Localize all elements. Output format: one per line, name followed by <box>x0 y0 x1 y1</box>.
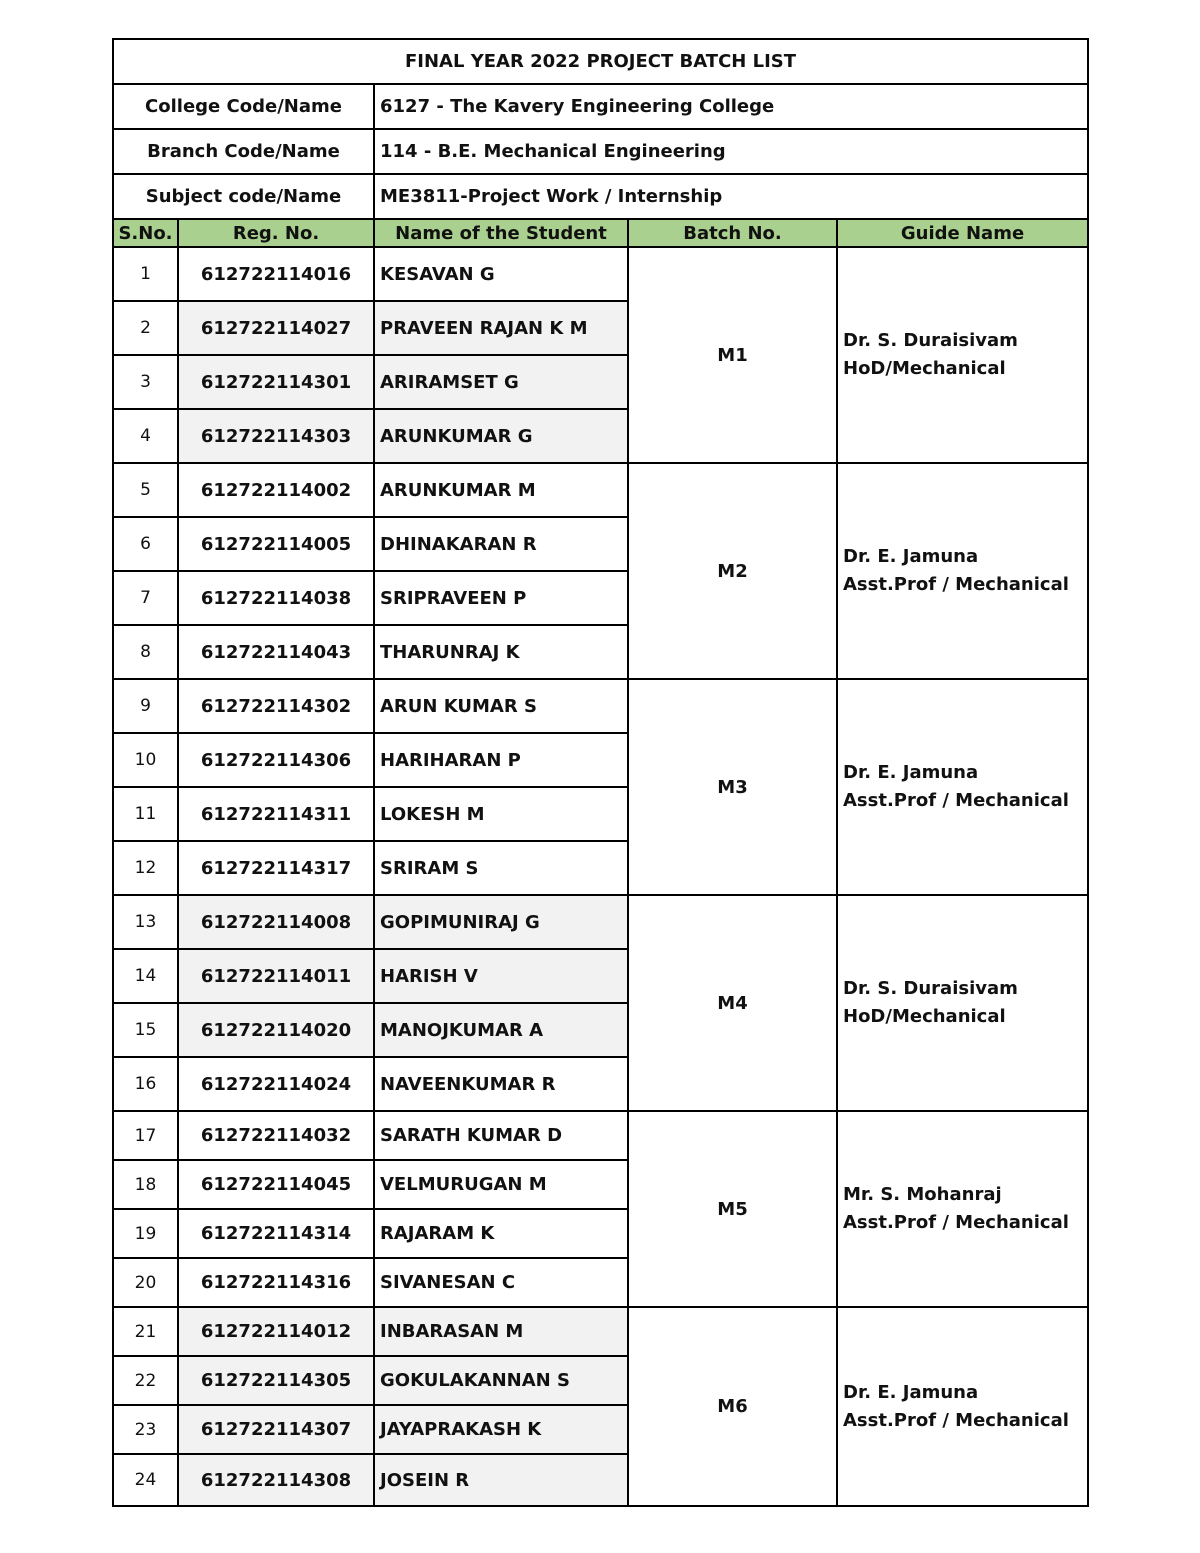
serial-number-cell: 11 <box>113 787 178 841</box>
meta-label: Subject code/Name <box>113 174 374 219</box>
reg-number-cell: 612722114032 <box>178 1111 374 1160</box>
reg-number-cell: 612722114314 <box>178 1209 374 1258</box>
table-row <box>113 679 1088 733</box>
column-header-guide: Guide Name <box>837 219 1088 247</box>
guide-role: HoD/Mechanical <box>843 1006 1006 1027</box>
title-row <box>113 39 1088 84</box>
student-name-cell: DHINAKARAN R <box>374 517 628 571</box>
serial-number-cell: 14 <box>113 949 178 1003</box>
student-name-cell: JAYAPRAKASH K <box>374 1405 628 1454</box>
serial-number-cell: 23 <box>113 1405 178 1454</box>
meta-row-branch <box>113 129 1088 174</box>
guide-role: Asst.Prof / Mechanical <box>843 790 1069 811</box>
batch-number-cell: M4 <box>628 895 837 1111</box>
student-name-cell: INBARASAN M <box>374 1307 628 1356</box>
reg-number-cell: 612722114005 <box>178 517 374 571</box>
student-name-cell: SRIPRAVEEN P <box>374 571 628 625</box>
guide-role: Asst.Prof / Mechanical <box>843 1212 1069 1233</box>
meta-label: College Code/Name <box>113 84 374 129</box>
reg-number-cell: 612722114301 <box>178 355 374 409</box>
guide-name: Mr. S. Mohanraj <box>843 1184 1002 1205</box>
reg-number-cell: 612722114306 <box>178 733 374 787</box>
student-name-cell: SRIRAM S <box>374 841 628 895</box>
meta-row-college <box>113 84 1088 129</box>
guide-name: Dr. S. Duraisivam <box>843 330 1018 351</box>
serial-number-cell: 20 <box>113 1258 178 1307</box>
reg-number-cell: 612722114303 <box>178 409 374 463</box>
column-header-batch: Batch No. <box>628 219 837 247</box>
guide-role: Asst.Prof / Mechanical <box>843 574 1069 595</box>
student-name-cell: PRAVEEN RAJAN K M <box>374 301 628 355</box>
serial-number-cell: 8 <box>113 625 178 679</box>
guide-cell <box>837 679 1088 895</box>
guide-cell <box>837 1111 1088 1307</box>
student-name-cell: RAJARAM K <box>374 1209 628 1258</box>
reg-number-cell: 612722114024 <box>178 1057 374 1111</box>
meta-row-subject <box>113 174 1088 219</box>
student-name-cell: SIVANESAN C <box>374 1258 628 1307</box>
serial-number-cell: 15 <box>113 1003 178 1057</box>
student-name-cell: LOKESH M <box>374 787 628 841</box>
serial-number-cell: 16 <box>113 1057 178 1111</box>
meta-value: 6127 - The Kavery Engineering College <box>374 84 1088 129</box>
guide-name: Dr. E. Jamuna <box>843 546 979 567</box>
batch-number-cell: M6 <box>628 1307 837 1506</box>
serial-number-cell: 13 <box>113 895 178 949</box>
meta-label: Branch Code/Name <box>113 129 374 174</box>
reg-number-cell: 612722114020 <box>178 1003 374 1057</box>
student-name-cell: ARUN KUMAR S <box>374 679 628 733</box>
serial-number-cell: 18 <box>113 1160 178 1209</box>
student-name-cell: MANOJKUMAR A <box>374 1003 628 1057</box>
student-name-cell: VELMURUGAN M <box>374 1160 628 1209</box>
guide-cell <box>837 895 1088 1111</box>
student-name-cell: HARIHARAN P <box>374 733 628 787</box>
table-row <box>113 463 1088 517</box>
guide-name: Dr. E. Jamuna <box>843 762 979 783</box>
reg-number-cell: 612722114012 <box>178 1307 374 1356</box>
student-name-cell: GOPIMUNIRAJ G <box>374 895 628 949</box>
student-name-cell: NAVEENKUMAR R <box>374 1057 628 1111</box>
serial-number-cell: 1 <box>113 247 178 301</box>
serial-number-cell: 9 <box>113 679 178 733</box>
guide-name: Dr. E. Jamuna <box>843 1381 979 1403</box>
serial-number-cell: 6 <box>113 517 178 571</box>
reg-number-cell: 612722114302 <box>178 679 374 733</box>
student-name-cell: ARUNKUMAR G <box>374 409 628 463</box>
guide-cell <box>837 247 1088 463</box>
student-name-cell: SARATH KUMAR D <box>374 1111 628 1160</box>
guide-name: Dr. S. Duraisivam <box>843 978 1018 999</box>
serial-number-cell: 4 <box>113 409 178 463</box>
serial-number-cell: 12 <box>113 841 178 895</box>
reg-number-cell: 612722114008 <box>178 895 374 949</box>
batch-number-cell: M2 <box>628 463 837 679</box>
table-row <box>113 895 1088 949</box>
page-title: FINAL YEAR 2022 PROJECT BATCH LIST <box>113 39 1088 84</box>
column-header-row <box>113 219 1088 247</box>
student-name-cell: THARUNRAJ K <box>374 625 628 679</box>
reg-number-cell: 612722114317 <box>178 841 374 895</box>
guide-cell <box>837 1307 1088 1506</box>
serial-number-cell: 17 <box>113 1111 178 1160</box>
guide-role: Asst.Prof / Mechanical <box>843 1409 1069 1431</box>
student-name-cell: JOSEIN R <box>374 1454 628 1506</box>
student-name-cell: ARUNKUMAR M <box>374 463 628 517</box>
student-name-cell: GOKULAKANNAN S <box>374 1356 628 1405</box>
table-row <box>113 1111 1088 1160</box>
column-header-name: Name of the Student <box>374 219 628 247</box>
serial-number-cell: 2 <box>113 301 178 355</box>
reg-number-cell: 612722114305 <box>178 1356 374 1405</box>
serial-number-cell: 22 <box>113 1356 178 1405</box>
reg-number-cell: 612722114027 <box>178 301 374 355</box>
serial-number-cell: 24 <box>113 1454 178 1506</box>
reg-number-cell: 612722114016 <box>178 247 374 301</box>
serial-number-cell: 21 <box>113 1307 178 1356</box>
batch-list-table <box>112 38 1089 1507</box>
table-row <box>113 1307 1088 1356</box>
serial-number-cell: 3 <box>113 355 178 409</box>
reg-number-cell: 612722114308 <box>178 1454 374 1506</box>
meta-value: ME3811-Project Work / Internship <box>374 174 1088 219</box>
serial-number-cell: 19 <box>113 1209 178 1258</box>
student-name-cell: ARIRAMSET G <box>374 355 628 409</box>
student-name-cell: KESAVAN G <box>374 247 628 301</box>
meta-value: 114 - B.E. Mechanical Engineering <box>374 129 1088 174</box>
batch-number-cell: M5 <box>628 1111 837 1307</box>
reg-number-cell: 612722114043 <box>178 625 374 679</box>
guide-role: HoD/Mechanical <box>843 358 1006 379</box>
student-name-cell: HARISH V <box>374 949 628 1003</box>
batch-number-cell: M3 <box>628 679 837 895</box>
serial-number-cell: 10 <box>113 733 178 787</box>
reg-number-cell: 612722114002 <box>178 463 374 517</box>
column-header-reg: Reg. No. <box>178 219 374 247</box>
serial-number-cell: 7 <box>113 571 178 625</box>
table-row <box>113 247 1088 301</box>
reg-number-cell: 612722114045 <box>178 1160 374 1209</box>
reg-number-cell: 612722114307 <box>178 1405 374 1454</box>
guide-cell <box>837 463 1088 679</box>
column-header-sno: S.No. <box>113 219 178 247</box>
reg-number-cell: 612722114038 <box>178 571 374 625</box>
serial-number-cell: 5 <box>113 463 178 517</box>
reg-number-cell: 612722114316 <box>178 1258 374 1307</box>
batch-number-cell: M1 <box>628 247 837 463</box>
reg-number-cell: 612722114311 <box>178 787 374 841</box>
reg-number-cell: 612722114011 <box>178 949 374 1003</box>
